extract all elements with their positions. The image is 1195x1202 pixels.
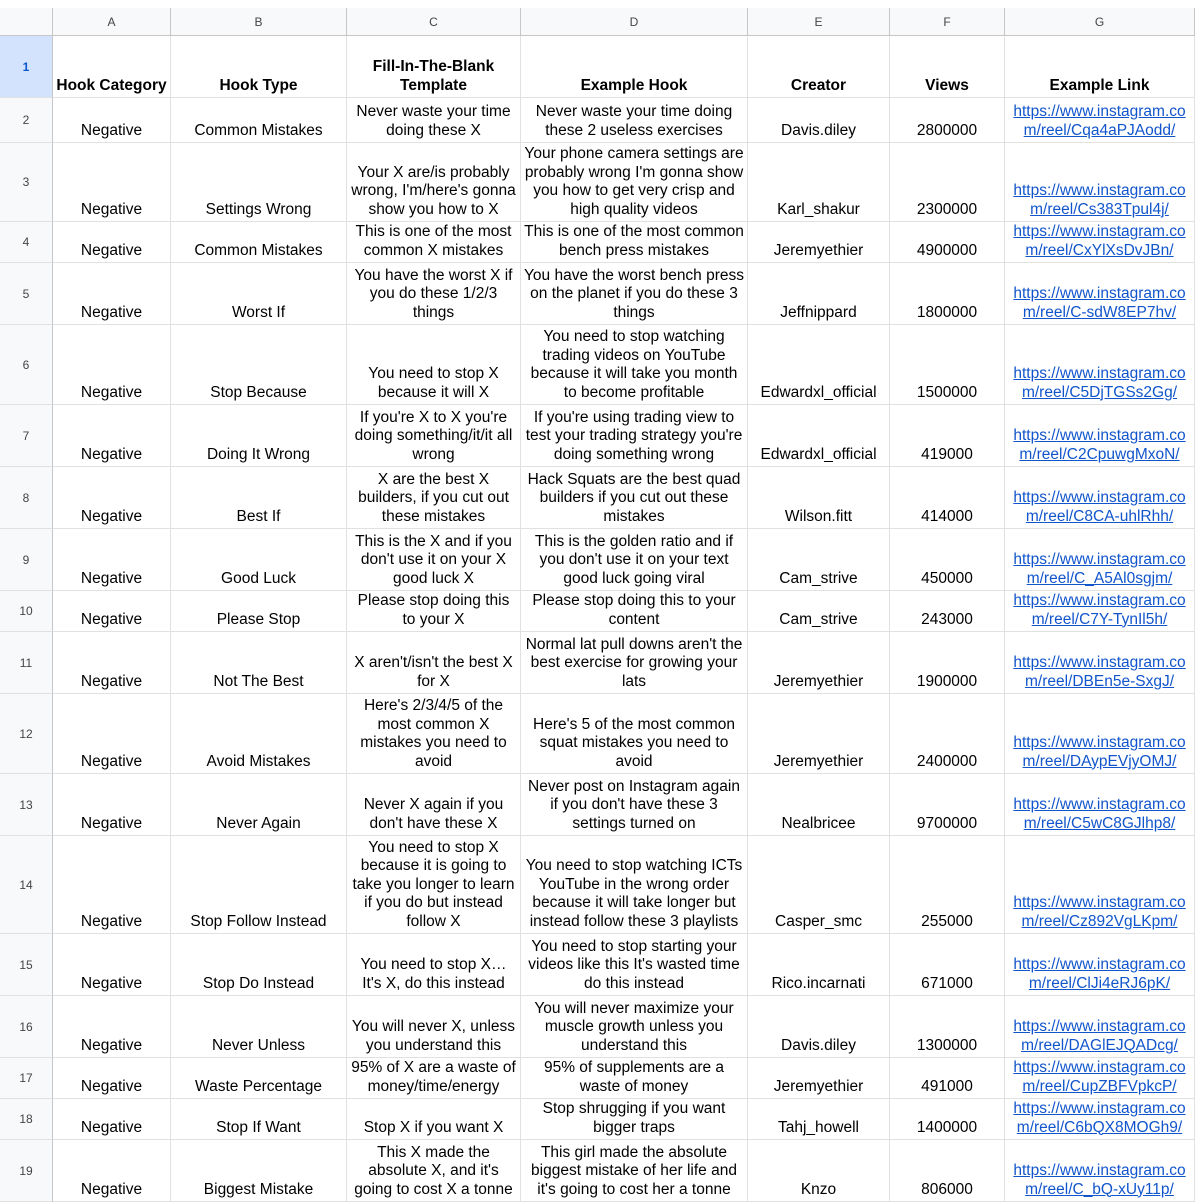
link-text[interactable]: https://www.instagram.com/reel/DAGlEJQADcg/ (1013, 1018, 1186, 1054)
header-text: Creator (790, 76, 847, 94)
table-cell[interactable] (347, 263, 521, 325)
cell-text: This is the X and if you don't use it on your X good luck X (355, 532, 512, 587)
table-cell[interactable] (171, 467, 347, 529)
table-cell[interactable] (521, 405, 748, 467)
cell-text: Please stop doing this to your X (357, 592, 510, 628)
cell-text: Negative (80, 974, 143, 992)
cell-text: Your X are/is probably wrong, I'm/here's gonna show you how to X (351, 163, 516, 218)
cell-text: 2300000 (916, 200, 978, 218)
link-text[interactable]: https://www.instagram.com/reel/Cqa4aPJAodd/ (1013, 103, 1186, 139)
example-link-cell[interactable] (1005, 467, 1195, 529)
cell-text: You need to stop watching trading videos on YouTube because it will take you month to become profitable (530, 328, 738, 401)
cell-text: This is one of the most common X mistakes (355, 223, 512, 259)
table-cell[interactable] (521, 143, 748, 222)
cell-text: 450000 (921, 569, 973, 587)
cell-text: Normal lat pull downs aren't the best exercise for growing your lats (525, 635, 743, 690)
cell-text: You need to stop X… It's X, do this instead (360, 956, 507, 992)
cell-text: Negative (80, 121, 143, 139)
table-cell[interactable] (890, 934, 1005, 996)
table-cell[interactable] (890, 774, 1005, 836)
table-cell[interactable] (171, 1058, 347, 1099)
row-header-17[interactable]: 17 (0, 1058, 53, 1099)
cell-text: Jeremyethier (773, 752, 864, 770)
table-cell[interactable] (890, 1140, 1005, 1202)
cell-text: 2800000 (916, 121, 978, 139)
example-link-cell[interactable] (1005, 1140, 1195, 1202)
table-cell[interactable] (521, 529, 748, 591)
cell-text: Negative (80, 1118, 143, 1136)
table-cell[interactable] (347, 1099, 521, 1140)
table-cell[interactable] (53, 405, 171, 467)
cell-text: Stop Follow Instead (190, 912, 327, 930)
row-header-3[interactable]: 3 (0, 143, 53, 222)
table-cell[interactable] (347, 222, 521, 263)
cell-text: 1800000 (916, 303, 978, 321)
cell-text: Jeremyethier (773, 241, 864, 259)
table-cell[interactable] (890, 143, 1005, 222)
link-text[interactable]: https://www.instagram.com/reel/C_A5Al0sgjm/ (1013, 551, 1186, 587)
cell-text: Common Mistakes (194, 121, 323, 139)
header-text: Hook Type (219, 76, 298, 94)
cell-text: 414000 (921, 507, 973, 525)
cell-text: Your phone camera settings are probably wrong I'm gonna show you how to get very crisp and high quality videos (524, 145, 744, 218)
cell-text: Cam_strive (779, 569, 858, 587)
cell-text: 95% of supplements are a waste of money (543, 1059, 725, 1095)
link-text[interactable]: https://www.instagram.com/reel/C6bQX8MOGh9/ (1013, 1100, 1186, 1136)
cell-text: Negative (80, 507, 143, 525)
header-text: Views (925, 76, 969, 94)
example-link-cell[interactable] (1005, 263, 1195, 325)
table-cell[interactable] (521, 325, 748, 405)
header-cell-f[interactable] (890, 36, 1005, 98)
table-cell[interactable] (347, 98, 521, 143)
cell-text: If you're using trading view to test your trading strategy you're doing something wrong (525, 408, 743, 463)
cell-text: Stop If Want (216, 1118, 301, 1136)
table-cell[interactable] (890, 98, 1005, 143)
example-link-cell[interactable] (1005, 632, 1195, 694)
row-header-11[interactable]: 11 (0, 632, 53, 694)
cell-text: If you're X to X you're doing something/it/it all wrong (354, 408, 513, 463)
cell-text: You will never X, unless you understand this (351, 1018, 516, 1054)
table-cell[interactable] (521, 98, 748, 143)
table-cell[interactable] (347, 591, 521, 632)
cell-text: You need to stop X because it is going to take you longer to learn if you do but instead follow X (352, 838, 515, 930)
example-link-cell[interactable] (1005, 591, 1195, 632)
example-link-cell[interactable] (1005, 222, 1195, 263)
cell-text: Wilson.fitt (784, 507, 853, 525)
cell-text: 95% of X are a waste of money/time/energy (351, 1059, 516, 1095)
cell-text: Here's 5 of the most common squat mistakes you need to avoid (533, 715, 735, 770)
cell-text: Negative (80, 912, 143, 930)
row-header-2[interactable]: 2 (0, 98, 53, 143)
link-text[interactable]: https://www.instagram.com/reel/Cz892VgLKpm/ (1013, 894, 1186, 930)
cell-text: Biggest Mistake (203, 1180, 314, 1198)
header-cell-g[interactable] (1005, 36, 1195, 98)
table-cell[interactable] (347, 467, 521, 529)
table-cell[interactable] (53, 591, 171, 632)
header-text: Example Link (1049, 76, 1150, 94)
link-text[interactable]: https://www.instagram.com/reel/C7Y-TynIl5h/ (1013, 592, 1186, 628)
cell-text: Rico.incarnati (771, 974, 866, 992)
link-text[interactable]: https://www.instagram.com/reel/C5wC8GJlhp8/ (1013, 796, 1186, 832)
example-link-cell[interactable] (1005, 98, 1195, 143)
cell-text: Karl_shakur (777, 200, 860, 218)
table-cell[interactable] (890, 325, 1005, 405)
table-cell[interactable] (53, 694, 171, 774)
row-header-13[interactable]: 13 (0, 774, 53, 836)
link-text[interactable]: https://www.instagram.com/reel/ClJi4eRJ6pK/ (1013, 956, 1186, 992)
cell-text: You have the worst X if you do these 1/2/3 things (354, 266, 513, 321)
table-cell[interactable] (171, 222, 347, 263)
cell-text: Stop Do Instead (202, 974, 315, 992)
cell-text: Negative (80, 672, 143, 690)
cell-text: Never waste your time doing these 2 useless exercises (535, 103, 733, 139)
cell-text: Negative (80, 814, 143, 832)
example-link-cell[interactable] (1005, 836, 1195, 934)
link-text[interactable]: https://www.instagram.com/reel/CxYlXsDvJBn/ (1013, 223, 1186, 259)
table-cell[interactable] (890, 694, 1005, 774)
table-cell[interactable] (748, 143, 890, 222)
cell-text: Worst If (231, 303, 286, 321)
table-cell[interactable] (171, 934, 347, 996)
cell-text: Good Luck (221, 569, 296, 587)
cell-text: Nealbricee (781, 814, 856, 832)
table-cell[interactable] (347, 405, 521, 467)
row-header-6[interactable]: 6 (0, 325, 53, 405)
table-cell[interactable] (748, 98, 890, 143)
cell-text: Negative (80, 200, 143, 218)
table-cell[interactable] (521, 694, 748, 774)
cell-text: Jeremyethier (773, 672, 864, 690)
table-cell[interactable] (347, 1058, 521, 1099)
table-cell[interactable] (748, 405, 890, 467)
cell-text: You have the worst bench press on the planet if you do these 3 things (524, 266, 745, 321)
cell-text: 806000 (921, 1180, 973, 1198)
table-cell[interactable] (748, 836, 890, 934)
header-cell-c[interactable] (347, 36, 521, 98)
cell-text: Negative (80, 1077, 143, 1095)
table-cell[interactable] (521, 467, 748, 529)
example-link-cell[interactable] (1005, 996, 1195, 1058)
example-link-cell[interactable] (1005, 934, 1195, 996)
table-cell[interactable] (171, 143, 347, 222)
table-cell[interactable] (748, 591, 890, 632)
header-text: Hook Category (56, 76, 167, 94)
cell-text: Doing It Wrong (206, 445, 311, 463)
cell-text: Negative (80, 1036, 143, 1054)
cell-text: 243000 (921, 610, 973, 628)
cell-text: Waste Percentage (195, 1077, 322, 1095)
cell-text: Never post on Instagram again if you don't have these 3 settings turned on (528, 777, 740, 832)
cell-text: Negative (80, 569, 143, 587)
table-cell[interactable] (171, 996, 347, 1058)
cell-text: Tahj_howell (778, 1118, 859, 1136)
example-link-cell[interactable] (1005, 1058, 1195, 1099)
cell-text: This is the golden ratio and if you don't use it on your text good luck going viral (534, 532, 734, 587)
table-cell[interactable] (521, 996, 748, 1058)
table-cell[interactable] (53, 467, 171, 529)
example-link-cell[interactable] (1005, 405, 1195, 467)
table-cell[interactable] (53, 632, 171, 694)
table-cell[interactable] (748, 263, 890, 325)
cell-text: 671000 (921, 974, 973, 992)
table-cell[interactable] (53, 996, 171, 1058)
row-header-18[interactable]: 18 (0, 1099, 53, 1140)
table-cell[interactable] (521, 774, 748, 836)
cell-text: Here's 2/3/4/5 of the most common X mistakes you need to avoid (360, 697, 507, 770)
row-header-1[interactable]: 1 (0, 36, 53, 98)
link-text[interactable]: https://www.instagram.com/reel/Cs383Tpul4j/ (1013, 182, 1186, 218)
row-header-4[interactable]: 4 (0, 222, 53, 263)
row-header-10[interactable]: 10 (0, 591, 53, 632)
table-cell[interactable] (53, 325, 171, 405)
table-cell[interactable] (748, 467, 890, 529)
row-header-16[interactable]: 16 (0, 996, 53, 1058)
table-cell[interactable] (171, 529, 347, 591)
header-text: Fill-In-The-Blank Template (372, 58, 495, 94)
table-cell[interactable] (171, 1140, 347, 1202)
example-link-cell[interactable] (1005, 1099, 1195, 1140)
table-cell[interactable] (521, 222, 748, 263)
table-cell[interactable] (171, 405, 347, 467)
table-cell[interactable] (890, 1099, 1005, 1140)
cell-text: Stop X if you want X (363, 1118, 504, 1136)
link-text[interactable]: https://www.instagram.com/reel/C_bQ-xUy11p/ (1013, 1162, 1186, 1198)
table-cell[interactable] (521, 263, 748, 325)
cell-text: You need to stop X because it will X (368, 365, 499, 401)
table-cell[interactable] (890, 836, 1005, 934)
table-cell[interactable] (347, 325, 521, 405)
table-cell[interactable] (347, 996, 521, 1058)
table-cell[interactable] (890, 529, 1005, 591)
table-cell[interactable] (521, 1099, 748, 1140)
table-cell[interactable] (347, 934, 521, 996)
cell-text: Best If (236, 507, 281, 525)
cell-text: Davis.diley (781, 121, 856, 139)
cell-text: Negative (80, 752, 143, 770)
table-cell[interactable] (171, 98, 347, 143)
cell-text: You will never maximize your muscle growth unless you understand this (534, 999, 734, 1054)
row-header-12[interactable]: 12 (0, 694, 53, 774)
column-header-f[interactable]: F (890, 8, 1005, 36)
table-cell[interactable] (748, 222, 890, 263)
cell-text: Stop Because (210, 383, 307, 401)
table-cell[interactable] (890, 222, 1005, 263)
table-cell[interactable] (53, 934, 171, 996)
table-cell[interactable] (171, 591, 347, 632)
row-header-15[interactable]: 15 (0, 934, 53, 996)
table-cell[interactable] (890, 591, 1005, 632)
example-link-cell[interactable] (1005, 325, 1195, 405)
table-cell[interactable] (171, 774, 347, 836)
cell-text: This is one of the most common bench press mistakes (524, 223, 744, 259)
cell-text: You need to stop starting your videos like this It's wasted time do this instead (528, 937, 740, 992)
column-header-b[interactable]: B (171, 8, 347, 36)
cell-text: 419000 (921, 445, 973, 463)
table-cell[interactable] (347, 143, 521, 222)
cell-text: Casper_smc (775, 912, 862, 930)
cell-text: 9700000 (916, 814, 978, 832)
table-cell[interactable] (171, 1099, 347, 1140)
cell-text: Common Mistakes (194, 241, 323, 259)
table-cell[interactable] (53, 1099, 171, 1140)
link-text[interactable]: https://www.instagram.com/reel/C-sdW8EP7hv/ (1013, 285, 1186, 321)
cell-text: 491000 (921, 1077, 973, 1095)
table-cell[interactable] (53, 774, 171, 836)
table-cell[interactable] (890, 1058, 1005, 1099)
table-cell[interactable] (890, 632, 1005, 694)
cell-text: Stop shrugging if you want bigger traps (542, 1100, 726, 1136)
table-cell[interactable] (53, 1058, 171, 1099)
cell-text: Negative (80, 1180, 143, 1198)
table-cell[interactable] (171, 325, 347, 405)
table-cell[interactable] (521, 836, 748, 934)
header-cell-b[interactable] (171, 36, 347, 98)
link-text[interactable]: https://www.instagram.com/reel/C8CA-uhlRhh/ (1013, 489, 1186, 525)
cell-text: 1900000 (916, 672, 978, 690)
header-cell-a[interactable] (53, 36, 171, 98)
cell-text: Davis.diley (781, 1036, 856, 1054)
cell-text: 2400000 (916, 752, 978, 770)
table-cell[interactable] (53, 143, 171, 222)
table-cell[interactable] (171, 263, 347, 325)
cell-text: Negative (80, 383, 143, 401)
cell-text: Jeremyethier (773, 1077, 864, 1095)
cell-text: Jeffnippard (780, 303, 857, 321)
column-header-g[interactable]: G (1005, 8, 1195, 36)
cell-text: Please Stop (216, 610, 301, 628)
header-cell-d[interactable] (521, 36, 748, 98)
link-text[interactable]: https://www.instagram.com/reel/C5DjTGSs2Gg/ (1013, 365, 1186, 401)
table-cell[interactable] (748, 1058, 890, 1099)
cell-text: 1300000 (916, 1036, 978, 1054)
link-text[interactable]: https://www.instagram.com/reel/DAypEVjyOMJ/ (1013, 734, 1186, 770)
example-link-cell[interactable] (1005, 694, 1195, 774)
table-cell[interactable] (890, 996, 1005, 1058)
row-header-19[interactable]: 19 (0, 1140, 53, 1202)
table-cell[interactable] (890, 467, 1005, 529)
table-cell[interactable] (748, 632, 890, 694)
column-header-e[interactable]: E (748, 8, 890, 36)
table-cell[interactable] (890, 405, 1005, 467)
table-cell[interactable] (347, 836, 521, 934)
table-cell[interactable] (748, 774, 890, 836)
table-cell[interactable] (748, 934, 890, 996)
table-cell[interactable] (53, 222, 171, 263)
cell-text: Edwardxl_official (760, 383, 877, 401)
header-cell-e[interactable] (748, 36, 890, 98)
cell-text: Settings Wrong (205, 200, 312, 218)
table-cell[interactable] (53, 1140, 171, 1202)
table-cell[interactable] (521, 632, 748, 694)
cell-text: This X made the absolute X, and it's going to cost X a tonne (354, 1143, 513, 1198)
column-header-c[interactable]: C (347, 8, 521, 36)
table-cell[interactable] (748, 529, 890, 591)
cell-text: Edwardxl_official (760, 445, 877, 463)
column-header-a[interactable]: A (53, 8, 171, 36)
cell-text: Hack Squats are the best quad builders if you cut out these mistakes (527, 470, 741, 525)
table-cell[interactable] (521, 1140, 748, 1202)
toolbar-strip (0, 0, 1195, 8)
cell-text: You need to stop watching ICTs YouTube in the wrong order because it will take longer but instead follow these 3 playlists (525, 857, 743, 930)
cell-text: 1500000 (916, 383, 978, 401)
table-cell[interactable] (347, 632, 521, 694)
table-cell[interactable] (748, 325, 890, 405)
example-link-cell[interactable] (1005, 774, 1195, 836)
row-header-7[interactable]: 7 (0, 405, 53, 467)
table-cell[interactable] (171, 836, 347, 934)
header-text: Example Hook (580, 76, 688, 94)
select-all-corner[interactable] (0, 8, 53, 36)
link-text[interactable]: https://www.instagram.com/reel/CupZBFVpkcP/ (1013, 1059, 1186, 1095)
cell-text: 4900000 (916, 241, 978, 259)
cell-text: Please stop doing this to your content (532, 592, 736, 628)
cell-text: Knzo (800, 1180, 837, 1198)
cell-text: X are the best X builders, if you cut out these mistakes (358, 470, 509, 525)
cell-text: Negative (80, 610, 143, 628)
cell-text: Negative (80, 445, 143, 463)
table-cell[interactable] (53, 263, 171, 325)
table-cell[interactable] (890, 263, 1005, 325)
table-cell[interactable] (347, 529, 521, 591)
cell-text: This girl made the absolute biggest mistake of her life and it's going to cost her a tonne (531, 1143, 737, 1198)
cell-text: Cam_strive (779, 610, 858, 628)
cell-text: Never waste your time doing these X (356, 103, 511, 139)
example-link-cell[interactable] (1005, 143, 1195, 222)
table-cell[interactable] (748, 694, 890, 774)
table-cell[interactable] (347, 774, 521, 836)
row-header-5[interactable]: 5 (0, 263, 53, 325)
table-cell[interactable] (748, 996, 890, 1058)
table-cell[interactable] (171, 632, 347, 694)
table-cell[interactable] (53, 836, 171, 934)
table-cell[interactable] (521, 1058, 748, 1099)
table-cell[interactable] (347, 1140, 521, 1202)
cell-text: Never Unless (211, 1036, 306, 1054)
table-cell[interactable] (347, 694, 521, 774)
cell-text: X aren't/isn't the best X for X (354, 654, 513, 690)
table-cell[interactable] (521, 591, 748, 632)
row-header-8[interactable]: 8 (0, 467, 53, 529)
link-text[interactable]: https://www.instagram.com/reel/C2CpuwgMxoN/ (1013, 427, 1186, 463)
link-text[interactable]: https://www.instagram.com/reel/DBEn5e-SxgJ/ (1013, 654, 1186, 690)
column-header-d[interactable]: D (521, 8, 748, 36)
cell-text: 1400000 (916, 1118, 978, 1136)
row-header-9[interactable]: 9 (0, 529, 53, 591)
cell-text: Never Again (216, 814, 301, 832)
table-cell[interactable] (748, 1140, 890, 1202)
table-cell[interactable] (521, 934, 748, 996)
table-cell[interactable] (53, 529, 171, 591)
table-cell[interactable] (748, 1099, 890, 1140)
cell-text: Negative (80, 303, 143, 321)
cell-text: Avoid Mistakes (206, 752, 311, 770)
example-link-cell[interactable] (1005, 529, 1195, 591)
table-cell[interactable] (53, 98, 171, 143)
cell-text: 255000 (921, 912, 973, 930)
cell-text: Never X again if you don't have these X (363, 796, 504, 832)
row-header-14[interactable]: 14 (0, 836, 53, 934)
cell-text: Negative (80, 241, 143, 259)
table-cell[interactable] (171, 694, 347, 774)
cell-text: Not The Best (213, 672, 304, 690)
